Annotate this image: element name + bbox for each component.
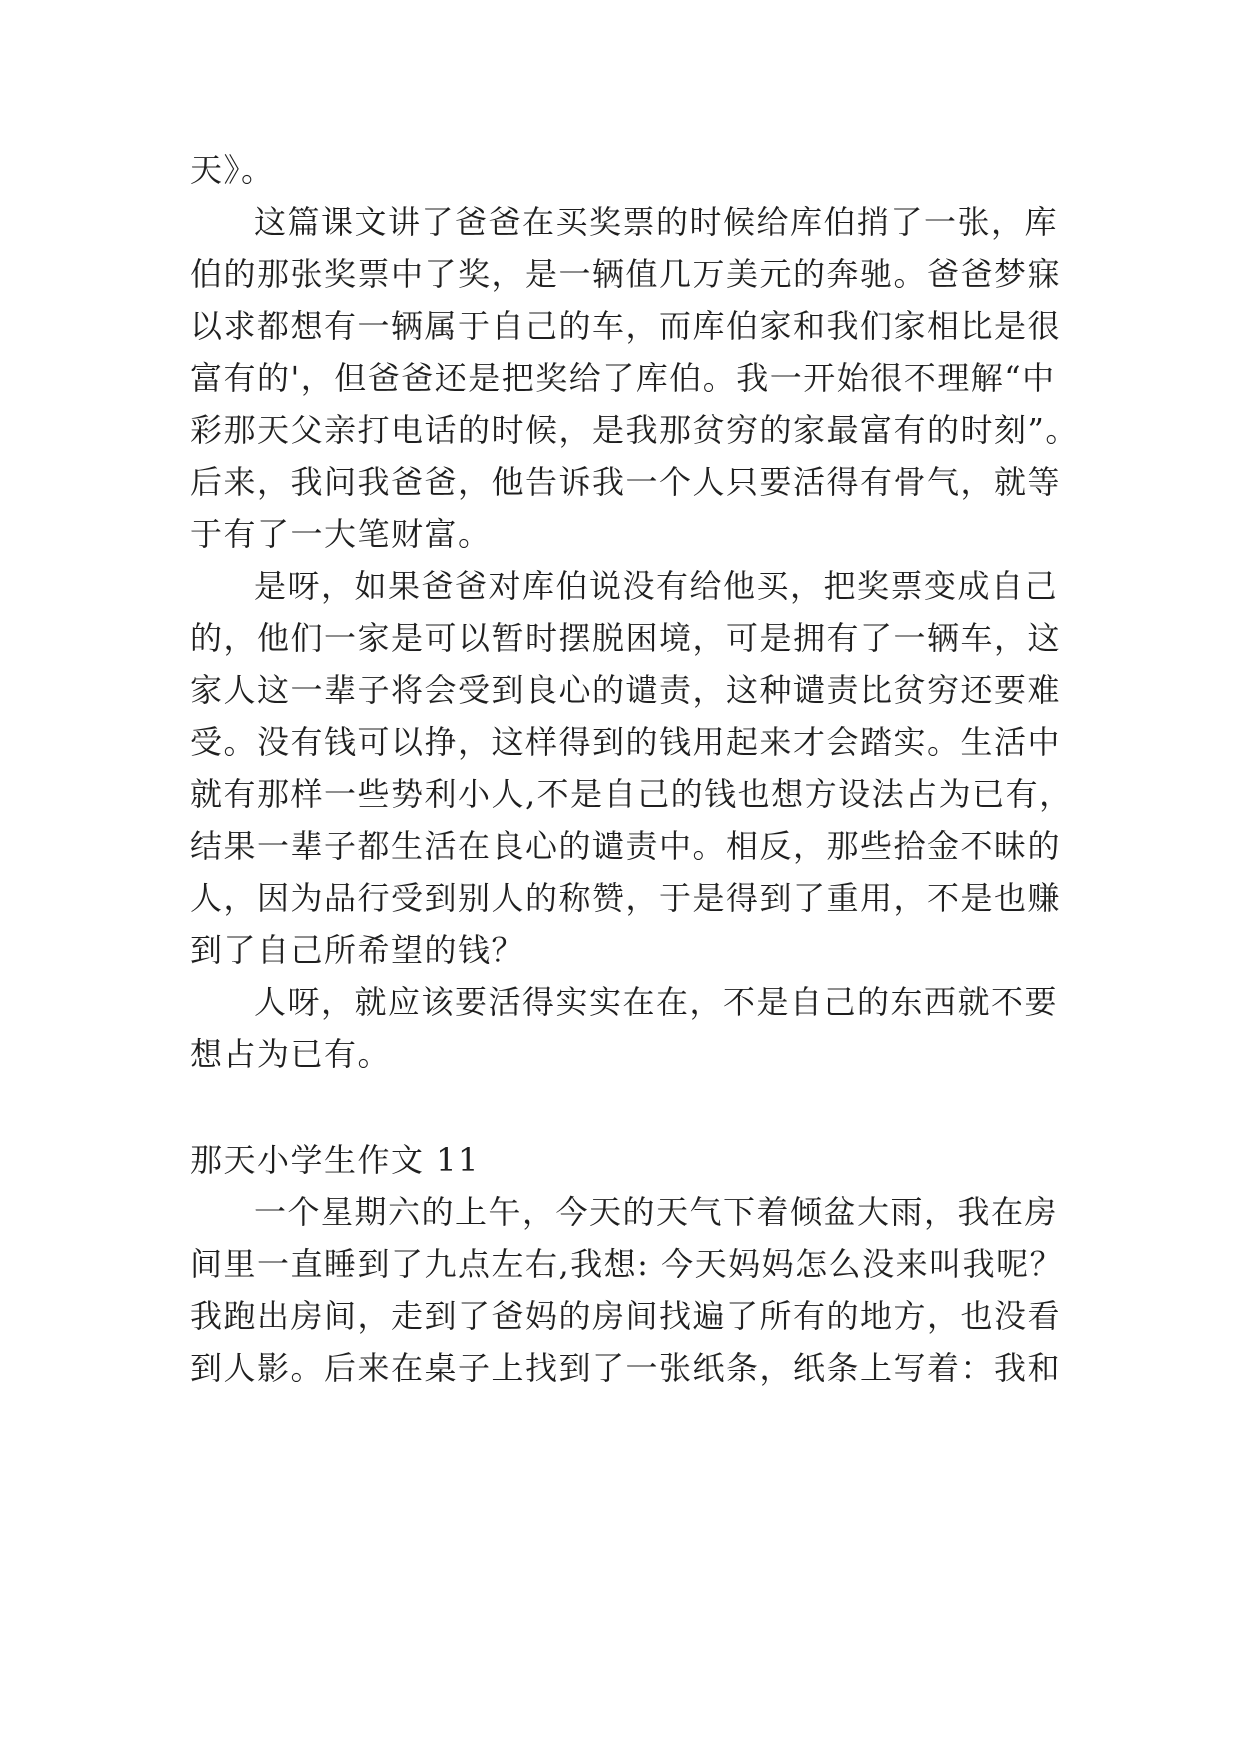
- text-line: 天》。: [190, 151, 275, 189]
- text-line: 受。没有钱可以挣，这样得到的钱用起来才会踏实。生活中: [190, 723, 1062, 761]
- text-line: 于有了一大笔财富。: [190, 515, 492, 553]
- text-line: 的，他们一家是可以暂时摆脱困境，可是拥有了一辆车，这: [190, 619, 1062, 657]
- text-line: 就有那样一些势利小人,不是自己的钱也想方设法占为已有，: [190, 775, 1073, 813]
- text-line: 伯的那张奖票中了奖，是一辆值几万美元的奔驰。爸爸梦寐: [190, 255, 1062, 293]
- text-line: 人，因为品行受到别人的称赞，于是得到了重用，不是也赚: [190, 879, 1062, 917]
- text-line: 结果一辈子都生活在良心的谴责中。相反，那些拾金不昧的: [190, 827, 1062, 865]
- text-line: 到了自己所希望的钱？: [190, 931, 526, 969]
- paragraph-first-line: 是呀，如果爸爸对库伯说没有给他买，把奖票变成自己: [254, 567, 1059, 605]
- text-line: 我跑出房间，走到了爸妈的房间找遍了所有的地方，也没看: [190, 1297, 1062, 1335]
- paragraph-first-line: 这篇课文讲了爸爸在买奖票的时候给库伯捎了一张，库: [254, 203, 1059, 241]
- text-line: 间里一直睡到了九点左右,我想: 今天妈妈怎么没来叫我呢？: [190, 1245, 1064, 1283]
- text-line: 以求都想有一辆属于自己的车，而库伯家和我们家相比是很: [190, 307, 1062, 345]
- text-line: 富有的'，但爸爸还是把奖给了库伯。我一开始很不理解“中: [190, 359, 1056, 397]
- section-heading: 那天小学生作文 11: [190, 1141, 480, 1179]
- paragraph-first-line: 人呀，就应该要活得实实在在，不是自己的东西就不要: [254, 983, 1059, 1021]
- text-line: 彩那天父亲打电话的时候，是我那贫穷的家最富有的时刻”。: [190, 411, 1079, 449]
- text-line: 家人这一辈子将会受到良心的谴责，这种谴责比贫穷还要难: [190, 671, 1062, 709]
- text-line: 想占为已有。: [190, 1035, 392, 1073]
- text-line: 到人影。后来在桌子上找到了一张纸条，纸条上写着：我和: [190, 1349, 1062, 1387]
- paragraph-first-line: 一个星期六的上午，今天的天气下着倾盆大雨，我在房: [254, 1193, 1059, 1231]
- text-line: 后来，我问我爸爸，他告诉我一个人只要活得有骨气，就等: [190, 463, 1062, 501]
